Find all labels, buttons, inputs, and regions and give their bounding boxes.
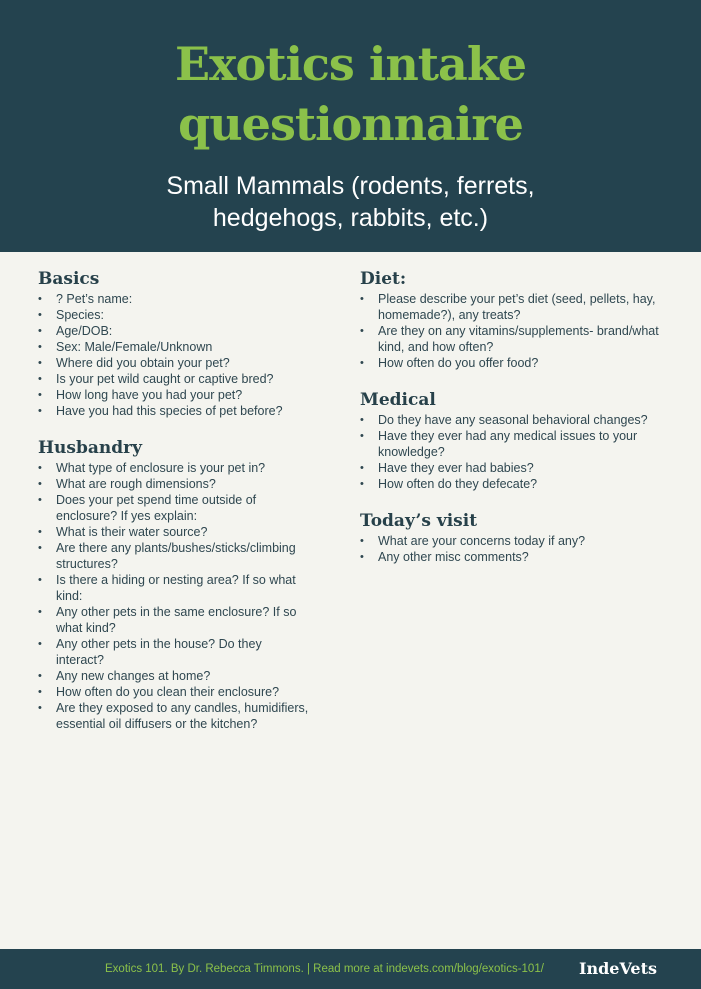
list-diet <box>360 291 660 371</box>
list-item: • How often do you clean their enclosure? <box>38 684 310 700</box>
page-subtitle: Small Mammals (rodents, ferrets, hedgehogs, rabbits, etc.) <box>166 172 535 232</box>
list-item: • Sex: Male/Female/Unknown <box>38 339 338 355</box>
list-item: • Are there any plants/bushes/sticks/climbing structures? <box>38 540 310 572</box>
list-item: • Is your pet wild caught or captive bred? <box>38 371 338 387</box>
list-item: • Please describe your pet’s diet (seed, pellets, hay, homemade?), any treats? <box>360 291 660 323</box>
list-item: • Species: <box>38 307 338 323</box>
list-item: • Is there a hiding or nesting area? If so what kind: <box>38 572 310 604</box>
list-item: • Have you had this species of pet before? <box>38 403 338 419</box>
list-item: • Age/DOB: <box>38 323 338 339</box>
list-basics <box>38 291 338 419</box>
list-item: • Any new changes at home? <box>38 668 310 684</box>
section-basics <box>38 268 338 419</box>
list-item: • Are they on any vitamins/supplements- brand/what kind, and how often? <box>360 323 660 355</box>
section-diet <box>360 268 680 371</box>
section-husbandry <box>38 437 338 732</box>
list-todays-visit <box>360 533 680 565</box>
section-title-basics: Basics <box>38 269 100 289</box>
brand-logo: IndeVets <box>578 959 657 978</box>
right-column <box>360 268 680 583</box>
list-item: • Are they exposed to any candles, humidifiers, essential oil diffusers or the kitchen? <box>38 700 310 732</box>
list-item: • Any other pets in the house? Do they interact? <box>38 636 310 668</box>
section-title-medical: Medical <box>360 390 436 410</box>
section-todays-visit <box>360 510 680 565</box>
list-husbandry <box>38 460 310 732</box>
left-column <box>38 268 338 750</box>
footer-credit: Exotics 101. By Dr. Rebecca Timmons. | Read more at indevets.com/blog/exotics-101/ <box>105 963 544 975</box>
list-item: • What are your concerns today if any? <box>360 533 680 549</box>
list-item: • Do they have any seasonal behavioral changes? <box>360 412 680 428</box>
footer-bar <box>0 949 701 989</box>
list-item: • Any other misc comments? <box>360 549 680 565</box>
section-medical <box>360 389 680 492</box>
list-item: • What is their water source? <box>38 524 310 540</box>
section-title-todays-visit: Today’s visit <box>360 511 478 531</box>
list-item: • Any other pets in the same enclosure? If so what kind? <box>38 604 310 636</box>
section-title-diet: Diet: <box>360 269 407 289</box>
list-item: • How often do you offer food? <box>360 355 660 371</box>
list-item: • Have they ever had any medical issues to your knowledge? <box>360 428 680 460</box>
header-banner <box>0 0 701 252</box>
list-item: • Where did you obtain your pet? <box>38 355 338 371</box>
list-item: • ? Pet’s name: <box>38 291 338 307</box>
list-item: • Have they ever had babies? <box>360 460 680 476</box>
list-item: • How often do they defecate? <box>360 476 680 492</box>
page-title: Exotics intake questionnaire <box>175 37 526 151</box>
list-item: • Does your pet spend time outside of enclosure? If yes explain: <box>38 492 310 524</box>
list-medical <box>360 412 680 492</box>
section-title-husbandry: Husbandry <box>38 438 142 458</box>
list-item: • What type of enclosure is your pet in? <box>38 460 310 476</box>
list-item: • What are rough dimensions? <box>38 476 310 492</box>
list-item: • How long have you had your pet? <box>38 387 338 403</box>
